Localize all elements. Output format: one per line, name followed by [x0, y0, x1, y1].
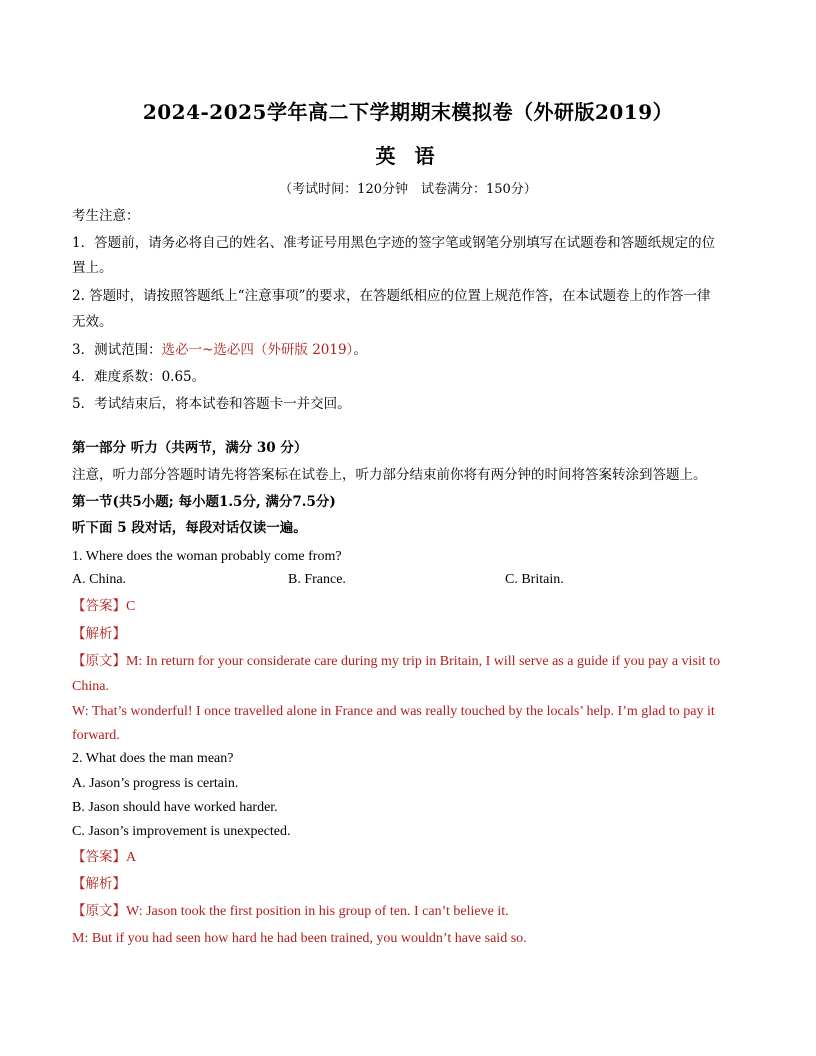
exam-meta: （考试时间：120分钟 试卷满分：150分）	[279, 182, 537, 197]
q1-answer	[72, 596, 744, 617]
notice-item-2: 2. 答题时，请按照答题纸上“注意事项”的要求，在答题纸相应的位置上规范作答，在本试题卷上的作答一律	[72, 288, 711, 304]
q1-option-c: C. Britain.	[505, 572, 564, 587]
q2-m-line: M: But if you had seen how hard he had been trained, you wouldn’t have said so.	[72, 931, 527, 946]
q1-m-line-1: M: In return for your considerate care during my trip in Britain, I will serve as a guide if you pay a visit to	[126, 654, 721, 669]
q2-original	[72, 901, 744, 922]
exam-title: 2024-2025学年高二下学期期末模拟卷（外研版2019）	[142, 100, 674, 124]
q2-answer	[72, 847, 744, 868]
notice-item-3-prefix: 3．测试范围：	[72, 342, 162, 358]
notice-item-3	[72, 340, 744, 360]
notice-heading: 考生注意：	[72, 208, 140, 224]
q1-answer-label: 【答案】	[72, 598, 126, 614]
section1-heading: 第一节(共5小题; 每小题1.5分, 满分7.5分)	[72, 494, 336, 510]
notice-item-1-cont: 置上。	[72, 260, 113, 276]
q1-answer-value: C	[126, 599, 136, 614]
q2-answer-value: A	[126, 850, 137, 865]
q2-option-a: A. Jason’s progress is certain.	[72, 776, 239, 791]
notice-item-3-range: 选必一~选必四（外研版 2019）	[161, 342, 354, 358]
q2-original-label: 【原文】	[72, 903, 126, 919]
notice-item-5: 5．考试结束后，将本试卷和答题卡一并交回。	[72, 396, 351, 412]
q2-analysis-label: 【解析】	[72, 876, 126, 892]
q1-m-line-2: China.	[72, 679, 109, 694]
q1-option-b: B. France.	[288, 572, 346, 587]
q2-w-line: W: Jason took the first position in his group of ten. I can’t believe it.	[126, 904, 509, 919]
q1-option-a: A. China.	[72, 572, 127, 587]
section1-instruction: 听下面 5 段对话，每段对话仅读一遍。	[72, 520, 307, 536]
notice-item-1: 1．答题前，请务必将自己的姓名、准考证号用黑色字迹的签字笔或钢笔分别填写在试题卷和答题纸规定的位	[72, 235, 716, 251]
q1-original	[72, 651, 744, 672]
notice-item-4: 4．难度系数：0.65。	[72, 369, 206, 385]
notice-item-3-suffix: 。	[353, 342, 367, 358]
part1-note: 注意，听力部分答题时请先将答案标在试卷上，听力部分结束前你将有两分钟的时间将答案转涂到答题上。	[72, 467, 707, 483]
part1-heading: 第一部分 听力（共两节，满分 30 分）	[72, 440, 308, 456]
notice-item-2-cont: 无效。	[72, 314, 113, 330]
q2-option-c: C. Jason’s improvement is unexpected.	[72, 824, 291, 839]
q1-question: 1. Where does the woman probably come from?	[72, 549, 342, 564]
q2-option-b: B. Jason should have worked harder.	[72, 800, 278, 815]
q2-question: 2. What does the man mean?	[72, 751, 234, 766]
q2-answer-label: 【答案】	[72, 849, 126, 865]
q1-analysis-label: 【解析】	[72, 626, 126, 642]
exam-subject: 英 语	[375, 144, 441, 168]
q1-w-line-1: W: That’s wonderful! I once travelled alone in France and was really touched by the locals’ help. I’m glad to pay it	[72, 704, 715, 719]
q1-w-line-2: forward.	[72, 728, 120, 743]
q1-original-label: 【原文】	[72, 653, 126, 669]
